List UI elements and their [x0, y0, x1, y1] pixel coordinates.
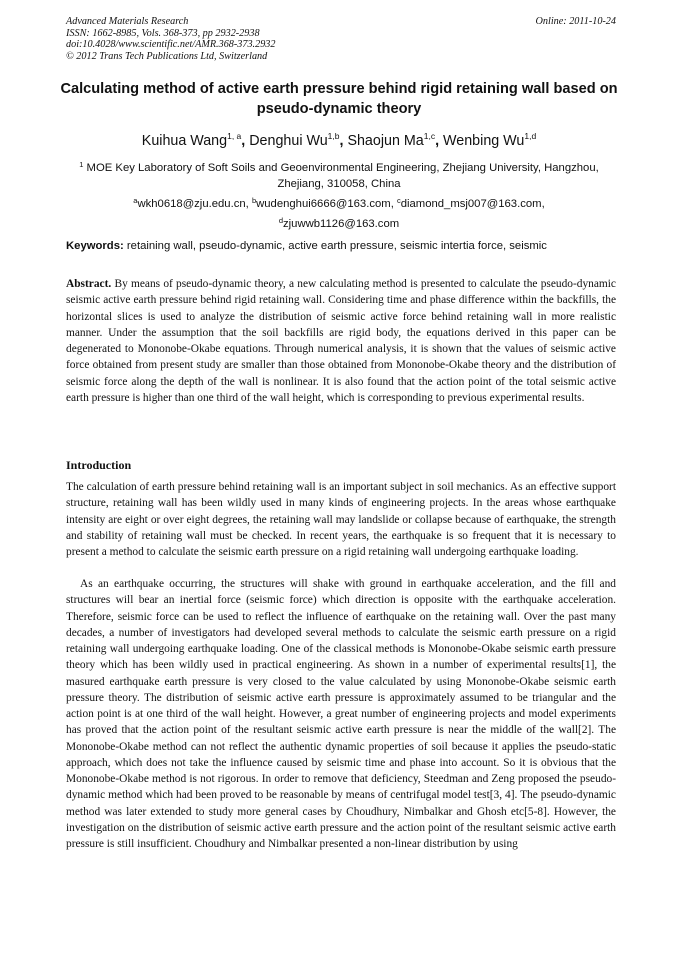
affiliation-sup: 1 [79, 160, 84, 169]
email-sup: a [133, 196, 138, 205]
author-list: Kuihua Wang$^{1, a}$, Denghui Wu$^{1,b}$, Shaojun Ma$^{1,c}$, Wenbing Wu$^{1,d}$ [141, 131, 537, 149]
abstract-label: Abstract. [66, 278, 112, 290]
copyright-line: © 2012 Trans Tech Publications Ltd, Switzerland [66, 50, 268, 62]
email-sup: b [251, 196, 257, 205]
email-sup: c [396, 196, 401, 205]
author-sup: 1, a [227, 131, 242, 141]
author-name: Kuihua Wang [141, 133, 228, 149]
journal-name: Advanced Materials Research [66, 16, 189, 27]
keywords-line [66, 238, 618, 254]
keywords-label: Keywords: [66, 240, 124, 252]
author-name: Denghui Wu [249, 133, 328, 149]
keywords-text: retaining wall, pseudo-dynamic, active earth pressure, seismic intertia force, seismic [126, 240, 547, 252]
email-address[interactable]: zjuwwb1126@163.com [283, 217, 400, 230]
email-address[interactable]: wudenghui6666@163.com [256, 198, 391, 210]
abstract [66, 276, 616, 406]
body-paragraph: The calculation of earth pressure behind retaining wall is an important subject in soil mechanics. As an effective support structure, retaining wall has been wildly used in many kinds of engineering projects. In the areas whose earthquake intensity are eight or over eight degrees, the retaining wall may landslide or collapse because of earthquake, the strength and stability of retaining wall must be checked. In recent years, the earthquake is so frequent that it is necessary to present a method to calculate the seismic earth pressure on a rigid retaining wall undergoing earthquake loading. [66, 481, 616, 558]
email-sup: d [278, 215, 284, 225]
email-address[interactable]: wkh0618@zju.edu.cn [137, 198, 246, 210]
author-sup: 1,b [327, 131, 340, 141]
author-name: Shaojun Ma [347, 133, 424, 149]
author-name: Wenbing Wu [443, 133, 525, 149]
author-sup: 1,c [423, 131, 436, 141]
paper-title: Calculating method of active earth pressure behind rigid retaining wall based on pseudo-dynamic theory [60, 81, 618, 117]
online-date: Online: 2011-10-24 [535, 16, 616, 27]
email-list: $^a$wkh0618@zju.edu.cn, $^b$wudenghui6666@163.com, $^c$diamond_msj007@163.com, $^d$zjuwwb1126@163.com [133, 196, 545, 230]
publication-header [66, 16, 616, 62]
body-paragraph: As an earthquake occurring, the structures will shake with ground in earthquake acceleration, and the fill and structures will bear an inertial force (seismic force) which direction is opposite with the earthquake acceleration. Therefore, seismic force can be used to reflect the influence of earthquake on the retaining wall. Over the past many decades, a number of investigators had developed several methods to calculate the seismic earth pressure on a rigid retaining wall undergoing earthquake loading. One of the classical methods is Mononobe-Okabe seismic earth pressure theory which has been wildly used in practical engineering. As shown in a number of experimental results[1], the masured earthquake earth pressure is very closed to the value calculated by using Mononobe-Okabe seismic earth pressure theory. The distribution of seismic active earth pressure is approximately assumed to be triangular and the action point is at one third of the wall height. However, a great number of engineering projects and model experiments has proved that the action point of the resultant seismic active earth pressure is near the middle of the wall[2]. The Mononobe-Okabe method can not reflect the authentic dynamic properties of soil because it applies the pseudo-static approach, which does not take the influence caused by seismic time and phase into account. So it is obvious that the Mononobe-Okabe method is not rigorous. In order to remove that deficiency, Steedman and Zeng proposed the pseudo-dynamic method which had been proved to be reasonable by means of centrifugal model test[3, 4]. The pseudo-dynamic method was later extended to study more general cases by Choudhury, Nimbalkar and Ghosh etc[5-8]. However, the investigation on the distribution of seismic active earth pressure and the action point of the resultant seismic active earth pressure is still insufficient. Choudhury and Nimbalkar presented a non-linear distribution by using [66, 578, 616, 850]
author-sup: 1,d [524, 131, 537, 141]
affiliation [75, 157, 603, 192]
issn-line: ISSN: 1662-8985, Vols. 368-373, pp 2932-2938 [66, 27, 260, 39]
email-address[interactable]: diamond_msj007@163.com [400, 198, 542, 210]
abstract-text: By means of pseudo-dynamic theory, a new calculating method is presented to calculate the pseudo-dynamic seismic active earth pressure behind rigid retaining wall. Considering time and phase difference within the backfills, the horizontal slices is used to analyze the distribution of seismic active force behind retaining wall in more realistic manner. Under the assumption that the soil backfills are rigid body, the equations derived in this paper can be degenerated to Mononobe-Okabe equations. Through numerical analysis, it is shown that the values of seismic active force obtained from present study are smaller than those obtained from Mononobe-Okabe theory and the distribution of seismic force along the depth of the wall is nonlinear. It is also found that the action point of the total seismic active earth pressure is higher than one third of the wall height, which is corresponding to previous experimental results. [66, 278, 616, 404]
doi-line: doi:10.4028/www.scientific.net/AMR.368-373.2932 [66, 39, 276, 51]
section-heading-introduction: Introduction [66, 458, 132, 472]
affiliation-text: MOE Key Laboratory of Soft Soils and Geoenvironmental Engineering, Zhejiang University, Hangzhou, Zhejiang, 310058, China [86, 162, 599, 190]
